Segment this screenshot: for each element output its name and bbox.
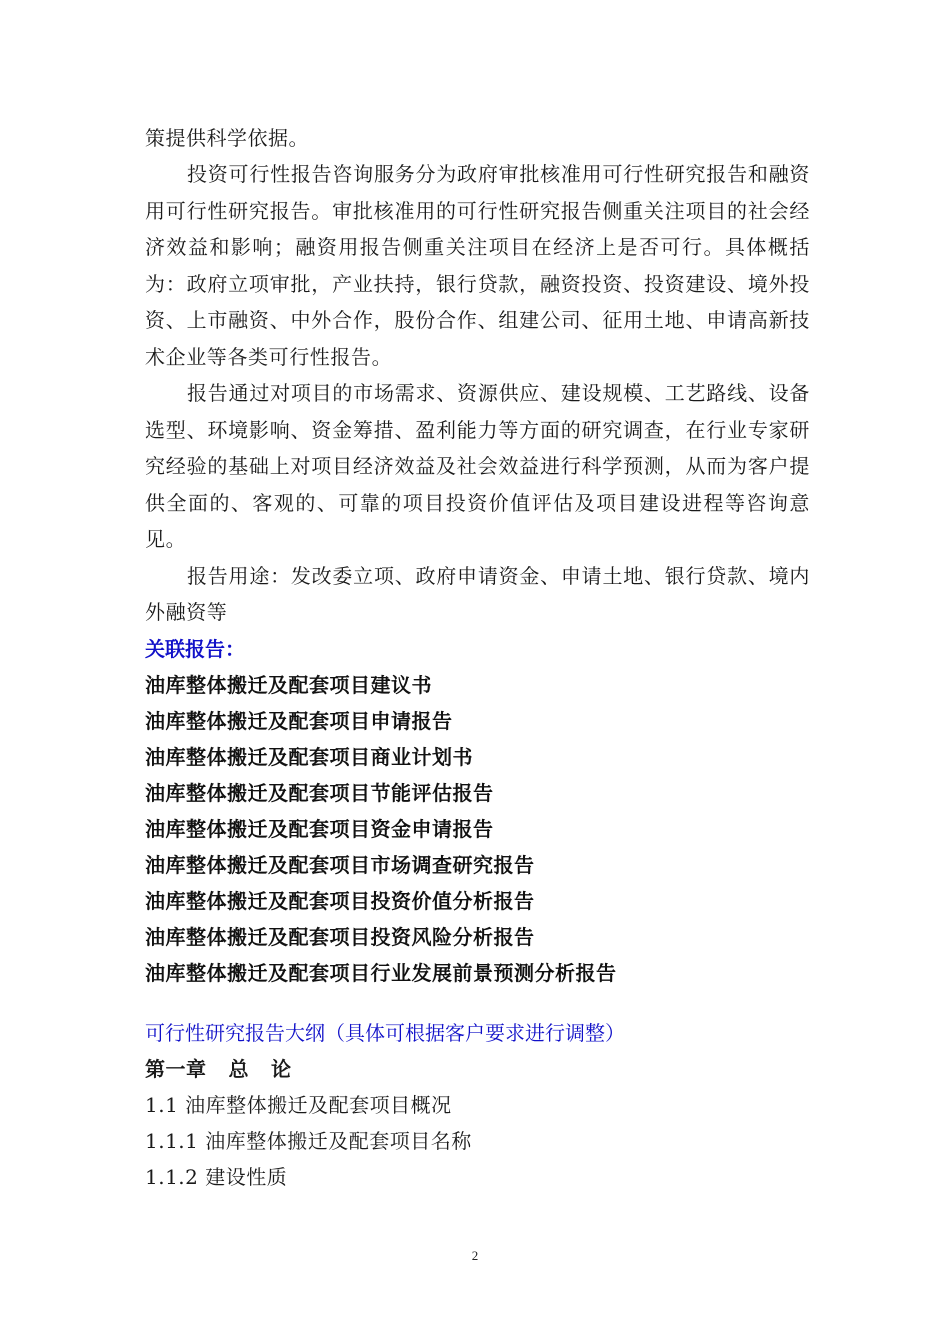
chapter-title-char-2: 论 bbox=[271, 1056, 292, 1081]
related-report-link[interactable]: 油库整体搬迁及配套项目资金申请报告 bbox=[145, 816, 494, 841]
outline-title: 可行性研究报告大纲（具体可根据客户要求进行调整） bbox=[145, 1020, 625, 1045]
related-report-link[interactable]: 油库整体搬迁及配套项目申请报告 bbox=[145, 708, 453, 733]
related-report-link[interactable]: 油库整体搬迁及配套项目市场调查研究报告 bbox=[145, 852, 535, 877]
related-reports-heading: 关联报告： bbox=[145, 636, 245, 661]
chapter-heading bbox=[145, 1051, 810, 1087]
chapter-title-char-1: 总 bbox=[228, 1056, 249, 1081]
outline-item: 1.1 油库整体搬迁及配套项目概况 bbox=[145, 1092, 452, 1117]
related-reports-list bbox=[145, 667, 810, 991]
related-report-link[interactable]: 油库整体搬迁及配套项目投资风险分析报告 bbox=[145, 924, 535, 949]
outline-item: 1.1.1 油库整体搬迁及配套项目名称 bbox=[145, 1128, 472, 1153]
body-paragraphs bbox=[145, 156, 810, 631]
related-report-link[interactable]: 油库整体搬迁及配套项目投资价值分析报告 bbox=[145, 888, 535, 913]
document-page bbox=[145, 120, 810, 1195]
paragraph-report-usage: 报告用途：发改委立项、政府申请资金、申请土地、银行贷款、境内外融资等 bbox=[145, 563, 810, 624]
related-report-link[interactable]: 油库整体搬迁及配套项目建议书 bbox=[145, 672, 432, 697]
page-number: 2 bbox=[471, 1248, 479, 1263]
paragraph-report-method: 报告通过对项目的市场需求、资源供应、建设规模、工艺路线、设备选型、环境影响、资金筹措、盈利能力等方面的研究调查，在行业专家研究经验的基础上对项目经济效益及社会效益进行科学预测，从而为客户提供全面的、客观的、可靠的项目投资价值评估及项目建设进程等咨询意见。 bbox=[145, 381, 810, 551]
paragraph-consulting-service: 投资可行性报告咨询服务分为政府审批核准用可行性研究报告和融资用可行性研究报告。审批核准用的可行性研究报告侧重关注项目的社会经济效益和影响；融资用报告侧重关注项目在经济上是否可行。具体概括为：政府立项审批，产业扶持，银行贷款，融资投资、投资建设、境外投资、上市融资、中外合作，股份合作、组建公司、征用土地、申请高新技术企业等各类可行性报告。 bbox=[145, 162, 810, 369]
related-report-link[interactable]: 油库整体搬迁及配套项目行业发展前景预测分析报告 bbox=[145, 960, 617, 985]
related-report-link[interactable]: 油库整体搬迁及配套项目商业计划书 bbox=[145, 744, 473, 769]
related-report-link[interactable]: 油库整体搬迁及配套项目节能评估报告 bbox=[145, 780, 494, 805]
chapter-number: 第一章 bbox=[145, 1056, 207, 1081]
intro-tail-text: 策提供科学依据。 bbox=[145, 126, 309, 150]
outline-item: 1.1.2 建设性质 bbox=[145, 1164, 288, 1189]
